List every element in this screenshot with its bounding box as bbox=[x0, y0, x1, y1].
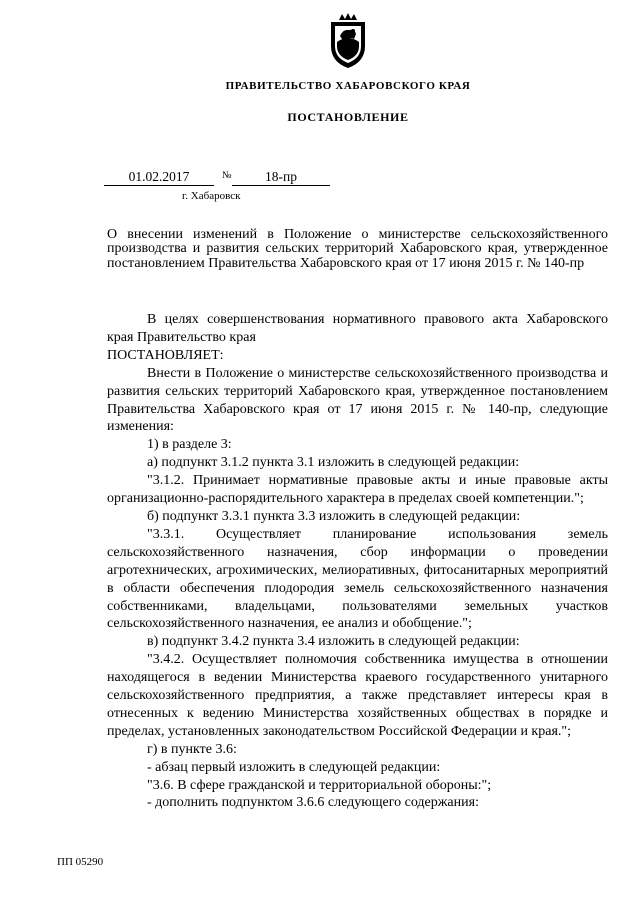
paragraph: Внести в Положение о министерстве сельскохозяйственного производства и развития сельских территорий Хабаровского края, утвержденное постановлением Правительства Хабаровского края от 17 июня 2015 г. № 140-пр, следующие изменения: bbox=[107, 365, 608, 435]
paragraph: - дополнить подпунктом 3.6.6 следующего содержания: bbox=[147, 795, 479, 811]
paragraph: "3.3.1. Осуществляет планирование использования земель сельскохозяйственного назначения, сбор информации о проведении агротехнических, агрохимических, мелиоративных, фитосанитарных мероприятий в области обеспечения плодородия земель сельскохозяйственного назначения собственниками, владельцами, пользователями земельных участков сельскохозяйственного назначения, ее анализ и обобщение."; bbox=[107, 526, 608, 632]
resolve-heading: ПОСТАНОВЛЯЕТ: bbox=[107, 347, 224, 363]
footer-code: ПП 05290 bbox=[57, 856, 104, 868]
paragraph: "3.1.2. Принимает нормативные правовые акты и иные правовые акты организационно-распорядительного характера в пределах своей компетенции."; bbox=[107, 473, 608, 507]
paragraph: - абзац первый изложить в следующей редакции: bbox=[147, 759, 441, 775]
paragraph: 1) в разделе 3: bbox=[147, 437, 232, 453]
document-type: ПОСТАНОВЛЕНИЕ bbox=[287, 110, 409, 124]
paragraph: б) подпункт 3.3.1 пункта 3.3 изложить в следующей редакции: bbox=[147, 508, 521, 524]
coat-of-arms-icon bbox=[325, 12, 371, 70]
paragraph: в) подпункт 3.4.2 пункта 3.4 изложить в следующей редакции: bbox=[147, 634, 520, 650]
paragraph: В целях совершенствования нормативного правового акта Хабаровского края Правительство края bbox=[107, 312, 608, 345]
organization-name: ПРАВИТЕЛЬСТВО ХАБАРОВСКОГО КРАЯ bbox=[225, 80, 471, 92]
document-date: 01.02.2017 bbox=[104, 168, 214, 186]
paragraph: "3.4.2. Осуществляет полномочия собственника имущества в отношении находящегося в ведении Министерства краевого государственного унитарного сельскохозяйственного предприятия, а также представляет интересы края в отнесенных к ведению Министерства хозяйственных обществах в порядке и пределах, установленных законодательством Российской Федерации и края."; bbox=[107, 652, 608, 739]
paragraph: "3.6. В сфере гражданской и территориальной обороны:"; bbox=[147, 777, 492, 793]
paragraph: г) в пункте 3.6: bbox=[147, 741, 237, 757]
document-body bbox=[107, 311, 608, 812]
document-title: О внесении изменений в Положение о министерстве сельскохозяйственного производства и развития сельских территорий Хабаровского края, утвержденное постановлением Правительства Хабаровского края от 17 июня 2015 г. № 140-пр bbox=[107, 227, 608, 271]
number-sign: № bbox=[222, 170, 232, 181]
paragraph: а) подпункт 3.1.2 пункта 3.1 изложить в следующей редакции: bbox=[147, 455, 520, 471]
city: г. Хабаровск bbox=[182, 190, 241, 202]
document-number: 18-пр bbox=[232, 168, 330, 186]
